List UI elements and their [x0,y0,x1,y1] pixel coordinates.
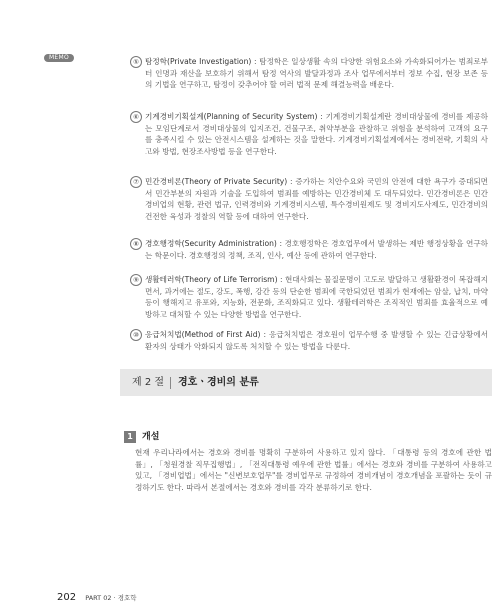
memo-label: MEMO [44,54,74,62]
item-number: ⑦ [130,176,142,188]
page-number: 202 [57,592,77,603]
item-title: 응급처치법(Method of First Aid) [145,330,261,339]
item-body: : 응급처치법은 경호원이 업무수행 중 발생할 수 있는 긴급상황에서 환자의 상태가 악화되지 않도록 처치할 수 있는 방법을 다룬다. [145,330,489,351]
chapter-label: 경호학 [117,594,137,602]
item-body: : 경호행정학은 경호업무에서 발생하는 제반 행정상황을 연구하는 학문이다. 경호행정의 정책, 조직, 인사, 예산 등에 관하여 연구한다. [145,239,488,260]
section-divider [170,377,171,389]
item-body: : 기계경비기획설계란 경비대상물에 경비를 제공하는 모임단계로서 경비대상물의 입지조건, 건물구조, 취약부분을 관찰하고 위험을 분석하여 고객의 요구를 충족시킬 수 있는 안전시스템을 설계하는 것을 말한다. 기계경비기획설계에서는 경비전략, 기획의 사고와 방법, 현장조사방법 등을 연구한다. [145,112,488,156]
footer-separator: · [111,594,118,602]
body-paragraph: 현재 우리나라에서는 경호와 경비를 명확히 구분하여 사용하고 있지 않다. 「대통령 등의 경호에 관한 법률」, 「청원경찰 직무집행법」, 「전직대통령 예우에 관한 법률」에서는 경호와 경비를 구분하여 사용하고 있고, 「경비업법」에서는 "신변보호업무"를 경비업무로 규정하여 경비개념이 경호개념을 포괄하는 듯이 규정하기도 한다. 따라서 본절에서는 경호와 경비를 각각 분류하기로 한다. [135,448,492,492]
item-number: ⑩ [130,329,142,341]
subsection-number: 1 [124,431,136,443]
section-title: 경호ㆍ경비의 분류 [178,377,259,388]
item-body: : 증가하는 치안수요와 국민의 안전에 대한 욕구가 증대되면서 민간부분의 자원과 기술을 도입하여 범죄를 예방하는 민간경비체 도 대두되었다. 민간경비론은 민간경비업의 현황, 관련 법규, 인력경비와 기계경비시스템, 특수경비원제도 및 경비지도사제도, 민간경비의 건전한 육성과 정찰의 역할 등에 대하여 연구한다. [145,177,488,221]
section-header [120,369,492,396]
item-title: 기계경비기획설계(Planning of Security System) [145,112,318,121]
item-title: 탐정학(Private Investigation) [145,57,252,66]
item-title: 경호행정학(Security Administration) [145,239,277,248]
item-number: ⑧ [130,238,142,250]
item-title: 민간경비론(Theory of Private Security) [145,177,288,186]
item-number: ⑥ [130,111,142,123]
item-body: : 탐정학은 일상생활 속의 다양한 위험요소와 가속화되어가는 범죄로부터 인명과 재산을 보호하기 위해서 탐정 역사의 발달과정과 조사 업무에서부터 정보 수집, 현장 보존 등의 기법을 연구하고, 탐정이 갖추어야 할 여러 법적 문제 해결능력을 배운다. [145,57,488,90]
item-body: : 현대사회는 물질문명이 고도로 발달하고 생활환경이 복잡해지면서, 과거에는 절도, 강도, 폭행, 강간 등의 단순한 범죄에 국한되었던 범죄가 현재에는 암살, 납치, 마약 등이 행해지고 유포와, 지능화, 전문화, 조직화되고 있다. 생활테러학은 조직적인 범죄를 효율적으로 예방하고 대처할 수 있는 다양한 방법을 연구한다. [145,275,488,319]
item-number: ⑤ [130,56,142,68]
subsection-title: 개설 [142,432,160,442]
section-number: 제 2 절 [132,377,165,388]
page-footer [57,585,137,603]
item-title: 생활테러학(Theory of Life Terrorism) [145,275,278,284]
memo-margin [0,0,108,613]
item-number: ⑨ [130,274,142,286]
part-label: PART 02 [85,594,112,602]
